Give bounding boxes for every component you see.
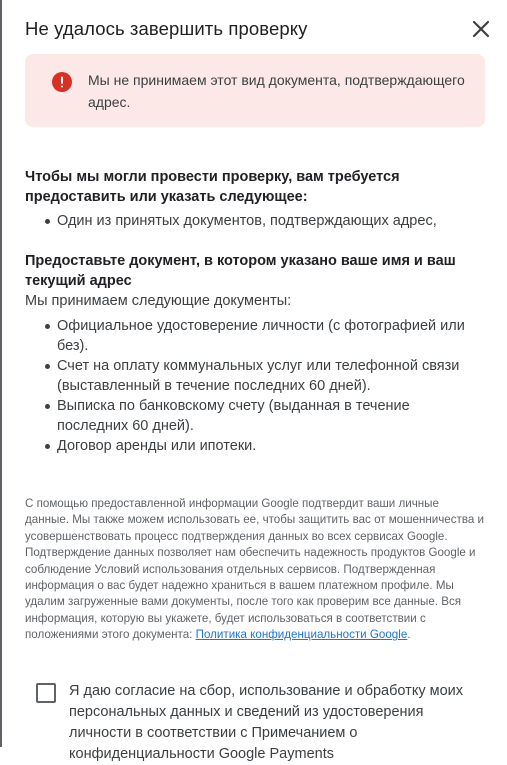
consent-checkbox[interactable] bbox=[36, 683, 56, 703]
list-item: Договор аренды или ипотеки. bbox=[25, 436, 475, 456]
list-item: Счет на оплату коммунальных услуг или телефонной связи (выставленный в течение последних 60 дней). bbox=[25, 356, 475, 396]
bullet-icon bbox=[45, 364, 50, 369]
documents-intro: Мы принимаем следующие документы: bbox=[25, 293, 292, 309]
bullet-icon bbox=[45, 444, 50, 449]
privacy-notice: С помощью предоставленной информации Google подтвердит ваши личные данные. Мы также можем использовать ее, чтобы защитить вас от мошенничества и усовершенствовать процесс подтверждения данных во всех сервисах Google. Подтверждение данных позволяет нам обеспечить надежность продуктов Google и соблюдение Условий использования отдельных сервисов. Подтвержденная информация о вас будет надежно храниться в вашем платежном профиле. Мы удалим загруженные вами документы, после того как проверим все данные. Вся информация, которую вы укажете, будет использоваться в соответствии с положениями этого документа: Политика конфиденциальности Google. bbox=[25, 497, 485, 642]
requirements-list bbox=[25, 211, 475, 231]
bullet-icon bbox=[45, 324, 50, 329]
requirements-heading: Чтобы мы могли провести проверку, вам требуется предоставить или указать следующее: bbox=[25, 169, 400, 205]
documents-list bbox=[25, 316, 475, 456]
alert-message: Мы не принимаем этот вид документа, подтверждающего адрес. bbox=[88, 72, 465, 110]
error-icon bbox=[52, 72, 72, 92]
bullet-icon bbox=[45, 404, 50, 409]
list-item: Выписка по банковскому счету (выданная в течение последних 60 дней). bbox=[25, 396, 475, 436]
window-edge bbox=[0, 0, 2, 747]
list-item: Официальное удостоверение личности (с фотографией или без). bbox=[25, 316, 475, 356]
consent-label: Я даю согласие на сбор, использование и обработку моих персональных данных и сведений из удостоверения личности в соответствии с Примечанием о конфиденциальности Google Payments bbox=[69, 683, 463, 762]
bullet-icon bbox=[45, 219, 50, 224]
privacy-policy-link[interactable]: Политика конфиденциальности Google bbox=[195, 628, 408, 642]
close-icon[interactable] bbox=[470, 18, 492, 40]
list-item: Один из принятых документов, подтверждающих адрес, bbox=[25, 211, 475, 231]
error-alert bbox=[25, 54, 485, 127]
dialog-title: Не удалось завершить проверку bbox=[25, 18, 308, 39]
documents-heading: Предоставьте документ, в котором указано ваше имя и ваш текущий адрес bbox=[25, 253, 456, 289]
